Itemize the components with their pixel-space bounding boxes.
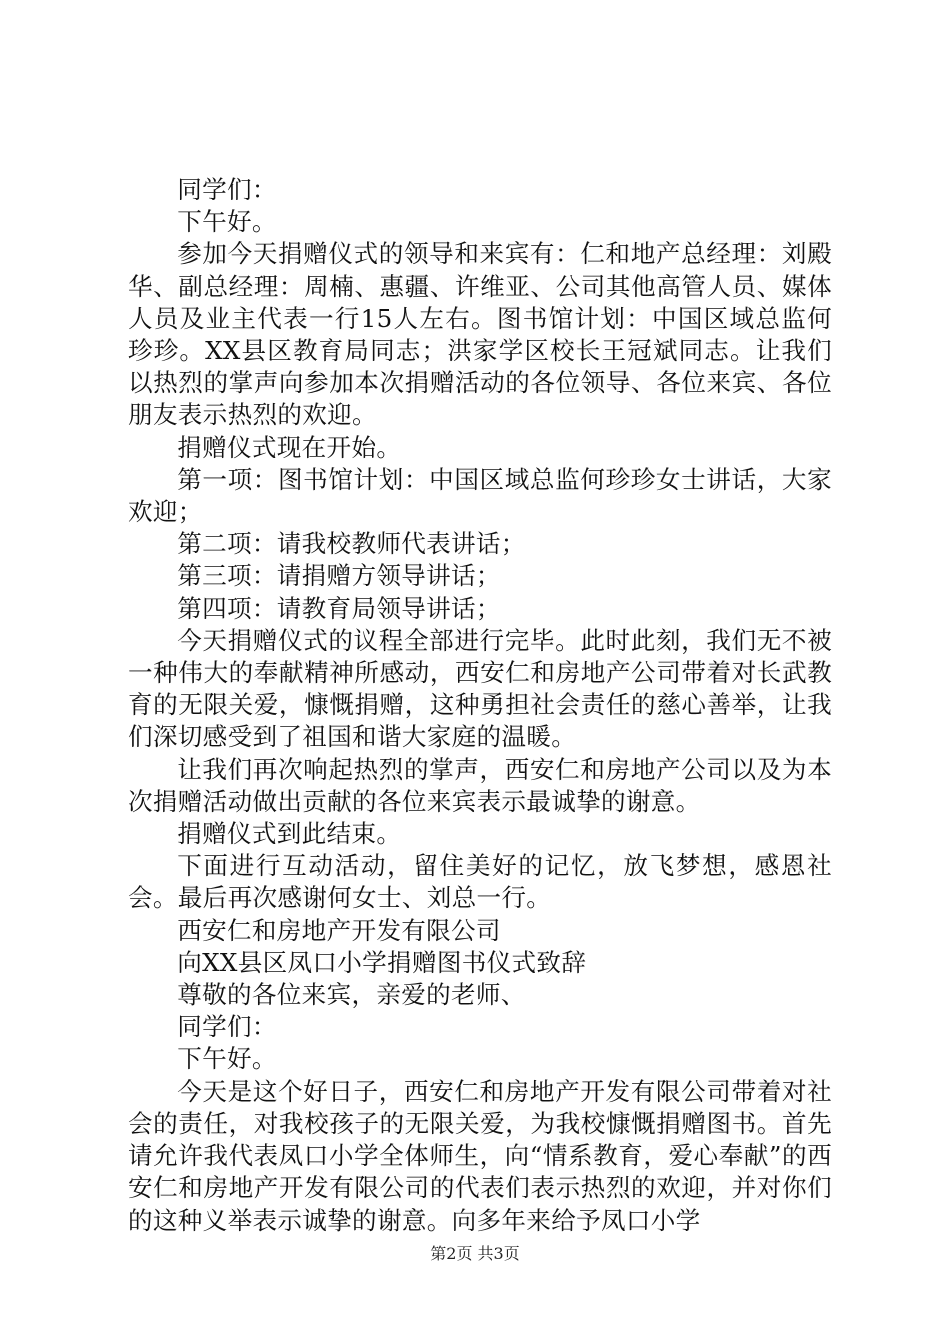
page-number-footer: 第2页 共3页 bbox=[430, 1244, 520, 1263]
paragraph-applause-thanks: 让我们再次响起热烈的掌声，西安仁和房地产公司以及为本次捐赠活动做出贡献的各位来宾表示最诚挚的谢意。 bbox=[128, 754, 832, 816]
paragraph-speech-body: 今天是这个好日子，西安仁和房地产开发有限公司带着对社会的责任，对我校孩子的无限关爱，为我校慷慨捐赠图书。首先请允许我代表凤口小学全体师生，向“情系教育，爱心奉献”的西安仁和房地产开发有限公司的代表们表示热烈的欢迎，并对你们的这种义举表示诚挚的谢意。向多年来给予凤口小学 bbox=[128, 1076, 832, 1235]
paragraph-item-four: 第四项：请教育局领导讲话； bbox=[177, 593, 501, 623]
paragraph-item-two: 第二项：请我校教师代表讲话； bbox=[177, 529, 526, 559]
paragraph-agenda-complete: 今天捐赠仪式的议程全部进行完毕。此时此刻，我们无不被一种伟大的奉献精神所感动，西安仁和房地产公司带着对长武教育的无限关爱，慷慨捐赠，这种勇担社会责任的慈心善举，让我们深切感受到了祖国和谐大家庭的温暖。 bbox=[128, 625, 832, 752]
paragraph-item-one: 第一项：图书馆计划：中国区域总监何珍珍女士讲话，大家欢迎； bbox=[128, 464, 832, 527]
paragraph-good-afternoon-2: 下午好。 bbox=[177, 1044, 277, 1074]
paragraph-item-three: 第三项：请捐赠方领导讲话； bbox=[177, 561, 501, 591]
document-body bbox=[128, 174, 832, 1237]
paragraph-speech-title: 向XX县区凤口小学捐赠图书仪式致辞 bbox=[177, 947, 587, 977]
paragraph-interactive-activity: 下面进行互动活动，留住美好的记忆，放飞梦想，感恩社会。最后再次感谢何女士、刘总一行。 bbox=[128, 851, 832, 913]
paragraph-good-afternoon: 下午好。 bbox=[177, 207, 277, 237]
paragraph-greeting-students: 同学们： bbox=[177, 175, 277, 204]
paragraph-greeting-students-2: 同学们： bbox=[177, 1012, 277, 1042]
paragraph-guest-introduction: 参加今天捐赠仪式的领导和来宾有：仁和地产总经理：刘殿华、副总经理：周楠、惠疆、许维亚、公司其他高管人员、媒体人员及业主代表一行15人左右。图书馆计划：中国区域总监何珍珍。XX县区教育局同志；洪家学区校长王冠斌同志。让我们以热烈的掌声向参加本次捐赠活动的各位领导、各位来宾、各位朋友表示热烈的欢迎。 bbox=[128, 239, 832, 430]
paragraph-ceremony-start: 捐赠仪式现在开始。 bbox=[177, 432, 402, 462]
paragraph-ceremony-end: 捐赠仪式到此结束。 bbox=[177, 819, 402, 849]
paragraph-company-name: 西安仁和房地产开发有限公司 bbox=[177, 915, 501, 945]
paragraph-salutation: 尊敬的各位来宾，亲爱的老师、 bbox=[177, 980, 526, 1010]
